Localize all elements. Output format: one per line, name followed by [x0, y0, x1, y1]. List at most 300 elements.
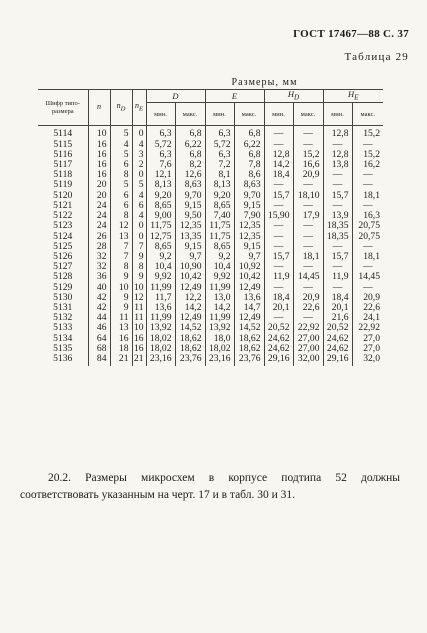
cell-D-min: 8,65	[146, 201, 175, 211]
cell-HE-max: 14,45	[352, 272, 383, 282]
table-row	[38, 126, 383, 140]
table-row	[38, 354, 383, 366]
cell-D-max: 12,49	[175, 283, 205, 293]
cell-E-max: 7,90	[234, 211, 264, 221]
cell-E-min: 9,20	[205, 191, 234, 201]
table-row	[38, 140, 383, 150]
cell-HE-min: —	[323, 140, 352, 150]
cell-D-min: 6,3	[146, 150, 175, 160]
table-row	[38, 211, 383, 221]
cell-HD-max: 22,6	[293, 303, 323, 313]
cell-n: 68	[88, 344, 110, 354]
cell-nD: 10	[110, 283, 132, 293]
cell-HD-max: —	[293, 180, 323, 190]
cell-D-min: 13,6	[146, 303, 175, 313]
cell-nE: 10	[132, 283, 146, 293]
cell-n: 44	[88, 313, 110, 323]
cell-HD-max: 20,9	[293, 293, 323, 303]
cell-D-min: 18,02	[146, 334, 175, 344]
cell-nE: 11	[132, 303, 146, 313]
cell-E-max: 8,63	[234, 180, 264, 190]
cell-nD: 18	[110, 344, 132, 354]
cell-D-max: 9,50	[175, 211, 205, 221]
cell-D-min: 11,99	[146, 283, 175, 293]
cell-E-min: 5,72	[205, 140, 234, 150]
cell-nE: 16	[132, 334, 146, 344]
cell-HD-max: —	[293, 201, 323, 211]
cell-E-min: 11,99	[205, 283, 234, 293]
cell-E-max: 23,76	[234, 354, 264, 366]
cell-E-max: 9,15	[234, 201, 264, 211]
col-header-D-max: макс.	[175, 103, 205, 126]
cell-HE-max: 22,6	[352, 303, 383, 313]
cell-nD: 8	[110, 211, 132, 221]
cell-nD: 21	[110, 354, 132, 366]
cell-HE-min: 18,35	[323, 232, 352, 242]
cell-HE-min: 11,9	[323, 272, 352, 282]
cell-D-max: 10,90	[175, 262, 205, 272]
cell-code: 5124	[38, 232, 88, 242]
cell-D-max: 6,8	[175, 126, 205, 140]
cell-n: 24	[88, 211, 110, 221]
cell-D-max: 9,70	[175, 191, 205, 201]
cell-code: 5130	[38, 293, 88, 303]
cell-nD: 9	[110, 293, 132, 303]
cell-HD-max: 20,9	[293, 170, 323, 180]
cell-E-min: 14,2	[205, 303, 234, 313]
cell-HE-min: 13,9	[323, 211, 352, 221]
cell-HE-max: —	[352, 140, 383, 150]
cell-HE-min: 29,16	[323, 354, 352, 366]
cell-n: 16	[88, 170, 110, 180]
cell-code: 5117	[38, 160, 88, 170]
cell-HD-min: —	[264, 140, 293, 150]
cell-nE: 3	[132, 150, 146, 160]
running-header: ГОСТ 17467—88 С. 37	[293, 28, 409, 40]
cell-n: 42	[88, 303, 110, 313]
cell-nD: 4	[110, 140, 132, 150]
cell-n: 16	[88, 160, 110, 170]
cell-HE-min: 21,6	[323, 313, 352, 323]
cell-nD: 9	[110, 272, 132, 282]
cell-nD: 7	[110, 242, 132, 252]
cell-E-max: 18,62	[234, 344, 264, 354]
cell-HE-min: 12,8	[323, 126, 352, 140]
cell-E-max: 6,8	[234, 126, 264, 140]
cell-nE: 9	[132, 272, 146, 282]
cell-HE-min: 18,35	[323, 221, 352, 231]
cell-HE-max: 24,1	[352, 313, 383, 323]
cell-D-max: 8,63	[175, 180, 205, 190]
cell-D-max: 18,62	[175, 334, 205, 344]
cell-HD-max: 17,9	[293, 211, 323, 221]
cell-HD-min: —	[264, 201, 293, 211]
cell-D-min: 18,02	[146, 344, 175, 354]
cell-code: 5131	[38, 303, 88, 313]
cell-code: 5135	[38, 344, 88, 354]
cell-E-max: 6,22	[234, 140, 264, 150]
cell-HD-min: 12,8	[264, 150, 293, 160]
cell-HE-min: 13,8	[323, 160, 352, 170]
cell-nD: 9	[110, 303, 132, 313]
cell-code: 5118	[38, 170, 88, 180]
cell-nE: 12	[132, 293, 146, 303]
cell-E-min: 11,99	[205, 313, 234, 323]
section-note: 20.2. Размеры микросхем в корпусе подтипа 52 должны соответствовать указанным на черт. 17 и в табл. 30 и 31.	[20, 471, 400, 501]
cell-D-min: 11,7	[146, 293, 175, 303]
cell-D-max: 8,2	[175, 160, 205, 170]
cell-HE-max: —	[352, 201, 383, 211]
cell-D-min: 8,13	[146, 180, 175, 190]
cell-HD-max: 15,2	[293, 150, 323, 160]
cell-D-min: 11,75	[146, 221, 175, 231]
cell-code: 5134	[38, 334, 88, 344]
table-row	[38, 150, 383, 160]
table-row	[38, 170, 383, 180]
cell-HD-max: —	[293, 126, 323, 140]
col-header-D-min: мин.	[146, 103, 175, 126]
cell-D-max: 12,49	[175, 313, 205, 323]
cell-E-max: 6,8	[234, 150, 264, 160]
cell-E-max: 8,6	[234, 170, 264, 180]
cell-E-max: 13,6	[234, 293, 264, 303]
cell-code: 5132	[38, 313, 88, 323]
cell-E-min: 13,92	[205, 323, 234, 333]
cell-D-min: 9,92	[146, 272, 175, 282]
cell-n: 20	[88, 191, 110, 201]
cell-HE-min: 24,62	[323, 344, 352, 354]
cell-HD-min: 20,52	[264, 323, 293, 333]
cell-D-min: 9,2	[146, 252, 175, 262]
cell-code: 5116	[38, 150, 88, 160]
table-caption: Размеры, мм	[146, 76, 383, 90]
cell-n: 42	[88, 293, 110, 303]
table-row	[38, 221, 383, 231]
cell-E-max: 12,49	[234, 283, 264, 293]
cell-HE-max: —	[352, 180, 383, 190]
cell-HE-max: —	[352, 242, 383, 252]
cell-HD-max: 18,1	[293, 252, 323, 262]
cell-nE: 11	[132, 313, 146, 323]
cell-HD-min: 18,4	[264, 293, 293, 303]
cell-nE: 4	[132, 211, 146, 221]
cell-E-min: 6,3	[205, 126, 234, 140]
cell-HE-max: 22,92	[352, 323, 383, 333]
cell-HD-min: 11,9	[264, 272, 293, 282]
cell-E-max: 12,49	[234, 313, 264, 323]
cell-E-max: 10,42	[234, 272, 264, 282]
cell-HE-max: 18,1	[352, 191, 383, 201]
table-row	[38, 293, 383, 303]
cell-HE-min: —	[323, 201, 352, 211]
cell-HE-max: 20,75	[352, 221, 383, 231]
cell-E-min: 6,3	[205, 150, 234, 160]
table-row	[38, 283, 383, 293]
cell-HE-min: —	[323, 262, 352, 272]
cell-HD-min: 15,90	[264, 211, 293, 221]
cell-HD-max: —	[293, 140, 323, 150]
col-header-nD: $n_D$	[110, 90, 132, 126]
cell-E-min: 18,02	[205, 344, 234, 354]
cell-code: 5126	[38, 252, 88, 262]
cell-E-min: 13,0	[205, 293, 234, 303]
cell-nD: 12	[110, 221, 132, 231]
cell-D-min: 6,3	[146, 126, 175, 140]
cell-HE-max: 20,75	[352, 232, 383, 242]
cell-code: 5127	[38, 262, 88, 272]
col-header-nE: $n_E$	[132, 90, 146, 126]
cell-E-max: 9,70	[234, 191, 264, 201]
cell-HD-min: —	[264, 180, 293, 190]
col-header-code: Шифр типо-размера	[38, 90, 88, 126]
table-row	[38, 323, 383, 333]
cell-n: 26	[88, 232, 110, 242]
cell-HD-max: —	[293, 221, 323, 231]
cell-HE-max: 16,3	[352, 211, 383, 221]
cell-n: 32	[88, 262, 110, 272]
table-row	[38, 201, 383, 211]
cell-D-min: 23,16	[146, 354, 175, 366]
cell-HD-max: —	[293, 262, 323, 272]
cell-HE-min: —	[323, 283, 352, 293]
cell-code: 5133	[38, 323, 88, 333]
cell-nE: 16	[132, 344, 146, 354]
cell-code: 5125	[38, 242, 88, 252]
cell-D-min: 9,00	[146, 211, 175, 221]
table-row	[38, 334, 383, 344]
cell-HD-max: 22,92	[293, 323, 323, 333]
table-row	[38, 272, 383, 282]
col-header-n: n	[88, 90, 110, 126]
cell-code: 5114	[38, 126, 88, 140]
cell-nD: 11	[110, 313, 132, 323]
table-body	[38, 126, 383, 366]
cell-E-max: 10,92	[234, 262, 264, 272]
cell-HE-max: 18,1	[352, 252, 383, 262]
col-header-HE-min: мин.	[323, 103, 352, 126]
cell-D-max: 13,35	[175, 232, 205, 242]
cell-HE-max: 16,2	[352, 160, 383, 170]
col-header-E-min: мин.	[205, 103, 234, 126]
cell-n: 84	[88, 354, 110, 366]
cell-HE-max: 32,0	[352, 354, 383, 366]
cell-nD: 8	[110, 262, 132, 272]
cell-HE-min: 18,4	[323, 293, 352, 303]
cell-code: 5119	[38, 180, 88, 190]
cell-D-max: 12,2	[175, 293, 205, 303]
cell-D-max: 10,42	[175, 272, 205, 282]
cell-D-min: 12,1	[146, 170, 175, 180]
cell-code: 5121	[38, 201, 88, 211]
cell-n: 16	[88, 140, 110, 150]
cell-code: 5123	[38, 221, 88, 231]
cell-D-min: 5,72	[146, 140, 175, 150]
cell-nE: 2	[132, 160, 146, 170]
cell-n: 10	[88, 126, 110, 140]
cell-nD: 5	[110, 150, 132, 160]
cell-code: 5136	[38, 354, 88, 366]
cell-HD-max: —	[293, 242, 323, 252]
cell-D-min: 12,75	[146, 232, 175, 242]
cell-nE: 0	[132, 221, 146, 231]
cell-code: 5129	[38, 283, 88, 293]
cell-nD: 13	[110, 323, 132, 333]
cell-n: 46	[88, 323, 110, 333]
cell-D-min: 7,6	[146, 160, 175, 170]
cell-E-min: 8,65	[205, 242, 234, 252]
cell-HD-max: —	[293, 313, 323, 323]
cell-D-min: 13,92	[146, 323, 175, 333]
cell-code: 5122	[38, 211, 88, 221]
cell-n: 36	[88, 272, 110, 282]
table-row	[38, 242, 383, 252]
dimensions-table	[38, 76, 383, 366]
cell-HD-min: 20,1	[264, 303, 293, 313]
cell-HD-min: 14,2	[264, 160, 293, 170]
cell-HE-max: 20,9	[352, 293, 383, 303]
cell-n: 24	[88, 201, 110, 211]
cell-D-max: 12,35	[175, 221, 205, 231]
table-row	[38, 344, 383, 354]
cell-E-min: 23,16	[205, 354, 234, 366]
table-row	[38, 191, 383, 201]
cell-HD-min: —	[264, 283, 293, 293]
cell-HD-min: —	[264, 221, 293, 231]
cell-E-min: 7,2	[205, 160, 234, 170]
cell-E-min: 8,65	[205, 201, 234, 211]
cell-HD-max: 27,00	[293, 344, 323, 354]
cell-nD: 6	[110, 160, 132, 170]
cell-nE: 6	[132, 201, 146, 211]
table-row	[38, 303, 383, 313]
cell-D-max: 9,7	[175, 252, 205, 262]
table-row	[38, 180, 383, 190]
cell-HD-min: 15,7	[264, 252, 293, 262]
cell-n: 64	[88, 334, 110, 344]
cell-nE: 9	[132, 252, 146, 262]
cell-HE-min: —	[323, 242, 352, 252]
cell-E-max: 12,35	[234, 232, 264, 242]
cell-HD-min: 15,7	[264, 191, 293, 201]
cell-D-max: 23,76	[175, 354, 205, 366]
cell-nD: 16	[110, 334, 132, 344]
cell-D-max: 6,22	[175, 140, 205, 150]
cell-E-max: 7,8	[234, 160, 264, 170]
cell-E-max: 9,7	[234, 252, 264, 262]
cell-HE-max: 27,0	[352, 344, 383, 354]
cell-nE: 0	[132, 232, 146, 242]
cell-E-min: 7,40	[205, 211, 234, 221]
cell-D-min: 9,20	[146, 191, 175, 201]
cell-nD: 5	[110, 126, 132, 140]
cell-E-min: 18,0	[205, 334, 234, 344]
col-header-E-max: макс.	[234, 103, 264, 126]
cell-HE-min: 24,62	[323, 334, 352, 344]
cell-HD-min: —	[264, 242, 293, 252]
cell-HD-min: 29,16	[264, 354, 293, 366]
cell-nD: 5	[110, 180, 132, 190]
table-number: Таблица 29	[344, 51, 409, 63]
col-group-HE: $H_E$	[323, 90, 383, 103]
cell-nE: 0	[132, 170, 146, 180]
table-row	[38, 160, 383, 170]
cell-HD-min: 24,62	[264, 334, 293, 344]
cell-nE: 4	[132, 191, 146, 201]
cell-D-max: 14,2	[175, 303, 205, 313]
cell-nE: 10	[132, 323, 146, 333]
cell-HE-max: —	[352, 262, 383, 272]
cell-HD-max: 16,6	[293, 160, 323, 170]
cell-nE: 5	[132, 180, 146, 190]
cell-E-min: 8,1	[205, 170, 234, 180]
cell-nE: 7	[132, 242, 146, 252]
cell-HD-min: 18,4	[264, 170, 293, 180]
table-row	[38, 252, 383, 262]
cell-E-max: 12,35	[234, 221, 264, 231]
cell-HD-min: —	[264, 313, 293, 323]
table-row	[38, 232, 383, 242]
table-row	[38, 262, 383, 272]
cell-HE-min: 20,1	[323, 303, 352, 313]
cell-nE: 0	[132, 126, 146, 140]
cell-D-max: 9,15	[175, 242, 205, 252]
cell-E-max: 14,52	[234, 323, 264, 333]
cell-D-min: 8,65	[146, 242, 175, 252]
cell-D-max: 12,6	[175, 170, 205, 180]
cell-HD-max: —	[293, 232, 323, 242]
col-group-E: E	[205, 90, 264, 103]
cell-HE-min: 15,7	[323, 191, 352, 201]
cell-HD-max: 18,10	[293, 191, 323, 201]
cell-code: 5115	[38, 140, 88, 150]
cell-HE-min: 12,8	[323, 150, 352, 160]
cell-E-max: 14,7	[234, 303, 264, 313]
cell-HD-min: 24,62	[264, 344, 293, 354]
cell-D-max: 6,8	[175, 150, 205, 160]
cell-HE-min: 15,7	[323, 252, 352, 262]
col-header-HD-max: макс.	[293, 103, 323, 126]
cell-nD: 6	[110, 191, 132, 201]
cell-nD: 13	[110, 232, 132, 242]
cell-HD-min: —	[264, 232, 293, 242]
cell-E-min: 11,75	[205, 221, 234, 231]
cell-HE-min: —	[323, 170, 352, 180]
cell-D-min: 10,4	[146, 262, 175, 272]
cell-nE: 21	[132, 354, 146, 366]
cell-HE-max: 15,2	[352, 150, 383, 160]
cell-HE-max: 27,0	[352, 334, 383, 344]
table-row	[38, 313, 383, 323]
cell-n: 40	[88, 283, 110, 293]
cell-E-min: 8,13	[205, 180, 234, 190]
cell-n: 20	[88, 180, 110, 190]
cell-D-max: 18,62	[175, 344, 205, 354]
cell-nD: 8	[110, 170, 132, 180]
col-header-HE-max: макс.	[352, 103, 383, 126]
col-group-D: D	[146, 90, 205, 103]
cell-E-max: 18,62	[234, 334, 264, 344]
cell-nE: 8	[132, 262, 146, 272]
cell-HD-min: —	[264, 262, 293, 272]
cell-n: 32	[88, 252, 110, 262]
cell-E-min: 11,75	[205, 232, 234, 242]
cell-HE-min: 20,52	[323, 323, 352, 333]
cell-D-min: 11,99	[146, 313, 175, 323]
cell-E-min: 9,2	[205, 252, 234, 262]
cell-HD-max: 27,00	[293, 334, 323, 344]
cell-nD: 6	[110, 201, 132, 211]
cell-D-max: 14,52	[175, 323, 205, 333]
